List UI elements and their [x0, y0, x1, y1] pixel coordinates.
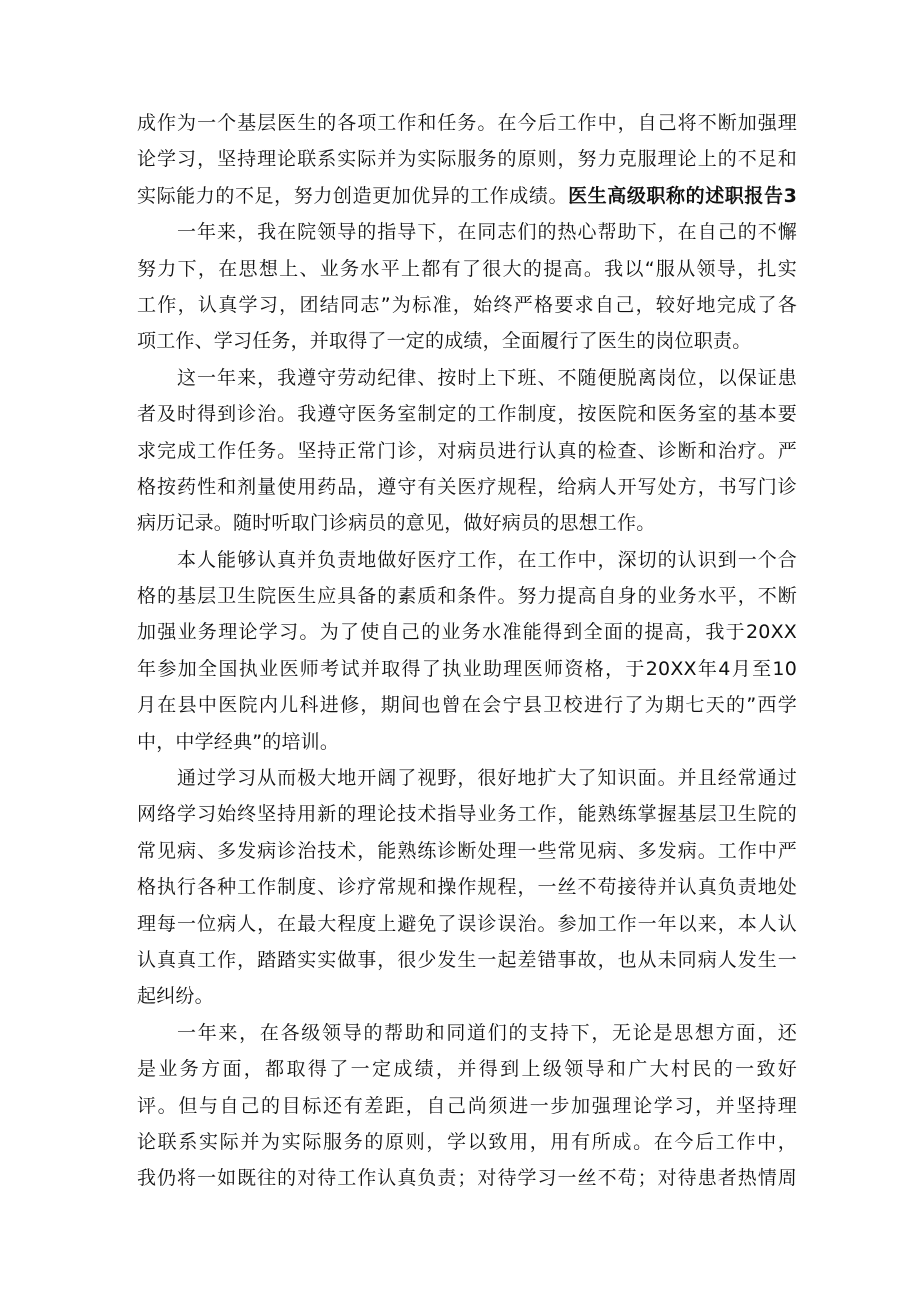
text-line: 起纠纷。 — [137, 985, 214, 1008]
text-line: 努力下，在思想上、业务水平上都有了很大的提高。我以“服从领导，扎实 — [137, 257, 797, 280]
text-line: 加强业务理论学习。为了使自己的业务水准能得到全面的提高，我于20XX — [137, 621, 797, 644]
text-line: 成作为一个基层医生的各项工作和任务。在今后工作中，自己将不断加强理 — [137, 112, 797, 134]
text-line — [137, 178, 797, 214]
text-line: 认真真工作，踏踏实实做事，很少发生一起差错事故，也从未同病人发生一 — [137, 948, 797, 971]
text-line: 是业务方面，都取得了一定成绩，并得到上级领导和广大村民的一致好 — [137, 1058, 797, 1081]
text-line: 格按药性和剂量使用药品，遵守有关医疗规程，给病人开写处方，书写门诊 — [137, 475, 797, 498]
paragraph-first-line: 本人能够认真并负责地做好医疗工作，在工作中，深切的认识到一个合 — [177, 548, 797, 571]
paragraph-first-line: 一年来，在各级领导的帮助和同道们的支持下，无论是思想方面，还 — [177, 1021, 797, 1044]
text-line: 论学习，坚持理论联系实际并为实际服务的原则，努力克服理论上的不足和 — [137, 148, 797, 171]
text-line: 我仍将一如既往的对待工作认真负责；对待学习一丝不苟；对待患者热情周 — [137, 1167, 797, 1190]
text-line: 网络学习始终坚持用新的理论技术指导业务工作，能熟练掌握基层卫生院的 — [137, 803, 797, 826]
text-line: 格的基层卫生院医生应具备的素质和条件。努力提高自身的业务水平，不断 — [137, 585, 797, 608]
text-line: 评。但与自己的目标还有差距，自己尚须进一步加强理论学习，并坚持理 — [137, 1094, 797, 1117]
text-line: 求完成工作任务。坚持正常门诊，对病员进行认真的检查、诊断和治疗。严 — [137, 439, 797, 462]
text-line: 月在县中医院内儿科进修，期间也曾在会宁县卫校进行了为期七天的”西学 — [137, 694, 797, 717]
text-line: 者及时得到诊治。我遵守医务室制定的工作制度，按医院和医务室的基本要 — [137, 403, 797, 426]
text-line: 年参加全国执业医师考试并取得了执业助理医师资格，于20XX年4月至10 — [137, 657, 797, 680]
document-page — [137, 105, 797, 1197]
text-line: 论联系实际并为实际服务的原则，学以致用，用有所成。在今后工作中， — [137, 1130, 797, 1153]
text-line: 工作，认真学习，团结同志”为标准，始终严格要求自己，较好地完成了各 — [137, 293, 797, 316]
paragraph-first-line: 通过学习从而极大地开阔了视野，很好地扩大了知识面。并且经常通过 — [177, 767, 797, 790]
text-line: 格执行各种工作制度、诊疗常规和操作规程，一丝不苟接待并认真负责地处 — [137, 876, 797, 899]
section-heading: 医生高级职称的述职报告3 — [568, 184, 797, 207]
paragraph-first-line: 一年来，我在院领导的指导下，在同志们的热心帮助下，在自己的不懈 — [177, 221, 797, 244]
text-line: 项工作、学习任务，并取得了一定的成绩，全面履行了医生的岗位职责。 — [137, 330, 752, 353]
paragraph-first-line: 这一年来，我遵守劳动纪律、按时上下班、不随便脱离岗位，以保证患 — [177, 366, 797, 389]
text-line: 理每一位病人，在最大程度上避免了误诊误治。参加工作一年以来，本人认 — [137, 912, 797, 935]
text-line: 中，中学经典”的培训。 — [137, 730, 340, 753]
text-line-segment: 实际能力的不足，努力创造更加优异的工作成绩。 — [137, 184, 569, 207]
text-line: 常见病、多发病诊治技术，能熟练诊断处理一些常见病、多发病。工作中严 — [137, 839, 797, 862]
text-line: 病历记录。随时听取门诊病员的意见，做好病员的思想工作。 — [137, 512, 656, 535]
